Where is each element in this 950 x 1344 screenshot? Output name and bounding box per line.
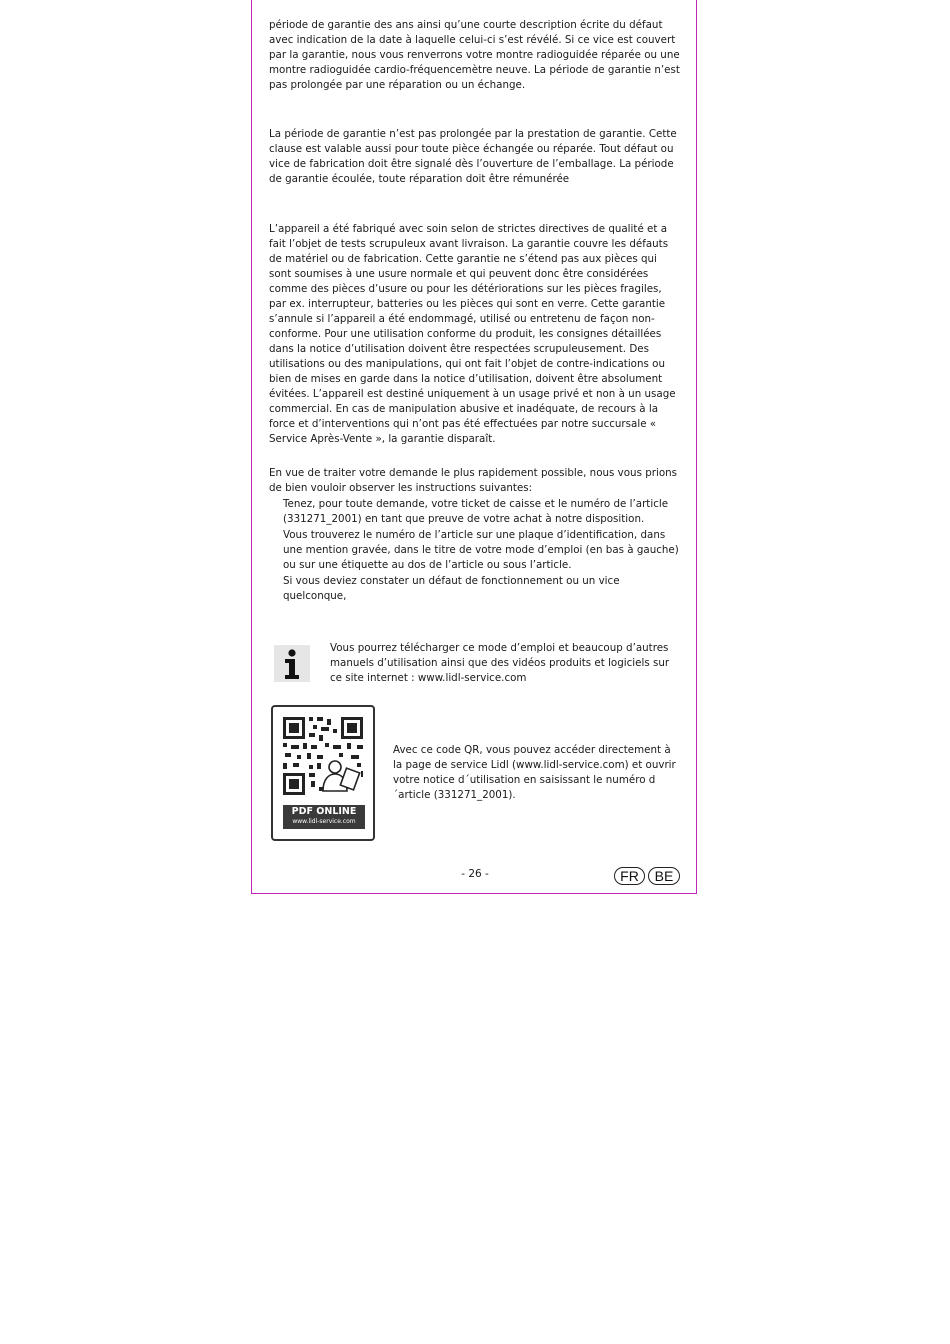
qr-code-description: Avec ce code QR, vous pouvez accéder directement à la page de service Lidl (www.lidl-service.com) et ouvrir votre notice d´utilisation en saisissant le numéro d´article (331271_2001). <box>393 744 676 801</box>
pdf-online-url: www.lidl-service.com <box>292 818 356 825</box>
pdf-online-label: PDF ONLINE <box>291 806 357 817</box>
paragraph-warranty-period: période de garantie des ans ainsi qu’une courte description écrite du défaut avec indication de la date à laquelle celui-ci s’est révélé. Si ce vice est couvert par la garantie, nous vous renverrons votre montre radioguidée réparée ou une montre radioguidée cardio-fréquencemètre neuve. La période de garantie n’est pas prolongée par une réparation ou un échange. <box>269 19 680 91</box>
info-icon <box>274 645 310 682</box>
paragraph-warranty-extension: La période de garantie n’est pas prolongée par la prestation de garantie. Cette clause est valable aussi pour toute pièce échangée ou réparée. Tout défaut ou vice de fabrication doit être signalé dès l’ouverture de l’emballage. La période de garantie écoulée, toute réparation doit être rémunérée <box>269 128 677 185</box>
qr-code-panel[interactable] <box>271 705 375 841</box>
paragraph-request-instructions: En vue de traiter votre demande le plus rapidement possible, nous vous prions de bien vouloir observer les instructions suivantes: <box>269 467 678 494</box>
list-item: Tenez, pour toute demande, votre ticket de caisse et le numéro de l’article (331271_2001) en tant que preuve de votre achat à notre disposition. <box>283 498 669 525</box>
language-badge-be: BE <box>648 867 680 885</box>
language-badge-fr: FR <box>614 867 645 885</box>
list-item: Vous trouverez le numéro de l’article sur une plaque d’identification, dans une mention gravée, dans le titre de votre mode d’emploi (en bas à gauche) ou sur une étiquette au dos de l’article ou sous l’article. <box>283 529 679 571</box>
qr-code-icon <box>273 707 373 797</box>
page-number: - 26 - <box>461 868 489 880</box>
download-info-text: Vous pourrez télécharger ce mode d’emploi et beaucoup d’autres manuels d’utilisation ainsi que des vidéos produits et logiciels sur ce site internet : www.lidl-service.com <box>330 642 670 684</box>
instruction-list <box>283 497 681 605</box>
pdf-online-badge <box>283 805 365 829</box>
list-item: Si vous deviez constater un défaut de fonctionnement ou un vice quelconque, <box>283 575 620 602</box>
paragraph-warranty-coverage: L’appareil a été fabriqué avec soin selon de strictes directives de qualité et a fait l’objet de tests scrupuleux avant livraison. La garantie couvre les défauts de matériel ou de fabrication. Cette garantie ne s’étend pas aux pièces qui sont soumises à une usure normale et qui peuvent donc être considérées comme des pièces d’usure ou pour les détériorations sur les pièces fragiles, par ex. interrupteur, batteries ou les pièces qui sont en verre. Cette garantie s’annule si l’appareil a été endommagé, utilisé ou entretenu de façon non-conforme. Pour une utilisation conforme du produit, les consignes détaillées dans la notice d’utilisation doivent être respectées scrupuleusement. Des utilisations ou des manipulations, qui ont fait l’objet de contre-indications ou bien de mises en garde dans la notice d’utilisation, doivent être absolument évitées. L’appareil est destiné uniquement à un usage privé et non à un usage commercial. En cas de manipulation abusive et inadéquate, de recours à la force et d’interventions qui n’ont pas été effectuées par notre succursale « Service Après-Vente », la garantie disparaît. <box>269 223 676 445</box>
